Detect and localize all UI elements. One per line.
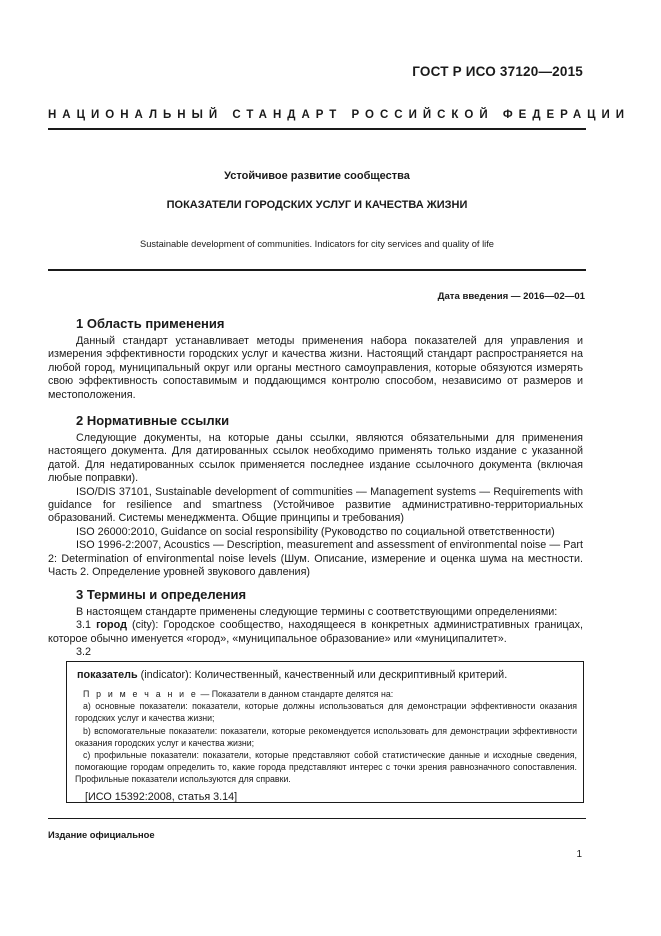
document-subtitle: Устойчивое развитие сообщества bbox=[224, 170, 410, 182]
section-1-text bbox=[48, 335, 583, 402]
scope-paragraph: Данный стандарт устанавливает методы применения набора показателей для управления и измерения эффективности городских услуг и качества жизни. Настоящий стандарт распространяется на любой город, муниципальный округ или органы местного самоуправления, которые обязуются измерять свою эффективность сопоставимым и поддающимся контролю способом, независимо от размеров и местоположения. bbox=[48, 335, 583, 401]
reference-iso-26000: ISO 26000:2010, Guidance on social responsibility (Руководство по социальной ответственности) bbox=[76, 525, 555, 538]
term-3-2: 3.2 bbox=[76, 646, 92, 659]
definition-source: [ИСО 15392:2008, статья 3.14] bbox=[85, 790, 238, 803]
section-1-heading: 1 Область применения bbox=[76, 316, 225, 331]
section-3-heading: 3 Термины и определения bbox=[76, 587, 247, 602]
footer-rule bbox=[48, 818, 586, 819]
official-edition-label: Издание официальное bbox=[48, 829, 155, 840]
top-rule bbox=[48, 128, 586, 130]
title-rule bbox=[48, 269, 586, 271]
note-item-c: с) профильные показатели: показатели, которые представляют собой статистические данные и исходные сведения, помогающие городам определить то, какие города представляют интерес с точки зрения равнозначного сопоставления. Профильные показатели используются для справки. bbox=[75, 750, 577, 785]
reference-iso-37101: ISO/DIS 37101, Sustainable development of communities — Management systems — Requirements with guidance for resilience and smartness (Устойчивое развитие административно-территориальных образований. Системы менеджмента. Общие принципы и требования) bbox=[48, 485, 583, 525]
document-title: ПОКАЗАТЕЛИ ГОРОДСКИХ УСЛУГ И КАЧЕСТВА ЖИЗНИ bbox=[166, 199, 468, 211]
term-definition: (city): Городское сообщество, находящееся в конкретных административных границах, которое обычно именуется «город», «муниципальное образование» или «муниципалитет». bbox=[48, 619, 583, 645]
note-intro-text: — Показатели в данном стандарте делятся на: bbox=[198, 689, 394, 699]
term-3-1 bbox=[48, 619, 583, 646]
english-title: Sustainable development of communities. Indicators for city services and quality of life bbox=[140, 239, 494, 249]
section-3-text bbox=[48, 606, 583, 660]
term-definition-box bbox=[66, 661, 584, 803]
term-word: показатель bbox=[77, 669, 138, 681]
page-number: 1 bbox=[576, 849, 582, 860]
note-label: П р и м е ч а н и е bbox=[83, 689, 199, 699]
section-2-text bbox=[48, 432, 583, 579]
note-item-a: а) основные показатели: показатели, которые должны использоваться для демонстрации эффективности оказания городских услуг и качества жизни; bbox=[75, 701, 577, 724]
term-number: 3.1 bbox=[76, 619, 92, 632]
indicator-definition bbox=[77, 668, 577, 682]
note-intro bbox=[75, 688, 577, 700]
standard-number: ГОСТ Р ИСО 37120—2015 bbox=[412, 64, 583, 79]
term-definition: (indicator): Количественный, качественный или дескриптивный критерий. bbox=[137, 669, 508, 681]
references-intro: Следующие документы, на которые даны ссылки, являются обязательными для применения настоящего документа. Для датированных ссылок необходимо применять только издание с указанной датой. Для недатированных ссылок применяется последнее издание ссылочного документа (включая любые поправки). bbox=[48, 432, 583, 485]
terms-intro: В настоящем стандарте применены следующие термины с соответствующими определениями: bbox=[76, 606, 558, 618]
note-item-b: b) вспомогательные показатели: показатели, которые рекомендуется использовать для демонстрации эффективности оказания городских услуг и качества жизни; bbox=[75, 725, 577, 748]
national-standard-banner: НАЦИОНАЛЬНЫЙ СТАНДАРТ РОССИЙСКОЙ ФЕДЕРАЦИИ bbox=[48, 109, 631, 121]
introduction-date: Дата введения — 2016—02—01 bbox=[437, 291, 585, 302]
term-word: город bbox=[96, 619, 127, 632]
reference-iso-1996: ISO 1996-2:2007, Acoustics — Description, measurement and assessment of environmental noise — Part 2: Determination of environmental noise levels (Шум. Описание, измерение и оценка шума на местности. Часть 2. Определение уровней звукового давления) bbox=[48, 539, 583, 579]
section-2-heading: 2 Нормативные ссылки bbox=[76, 413, 230, 428]
